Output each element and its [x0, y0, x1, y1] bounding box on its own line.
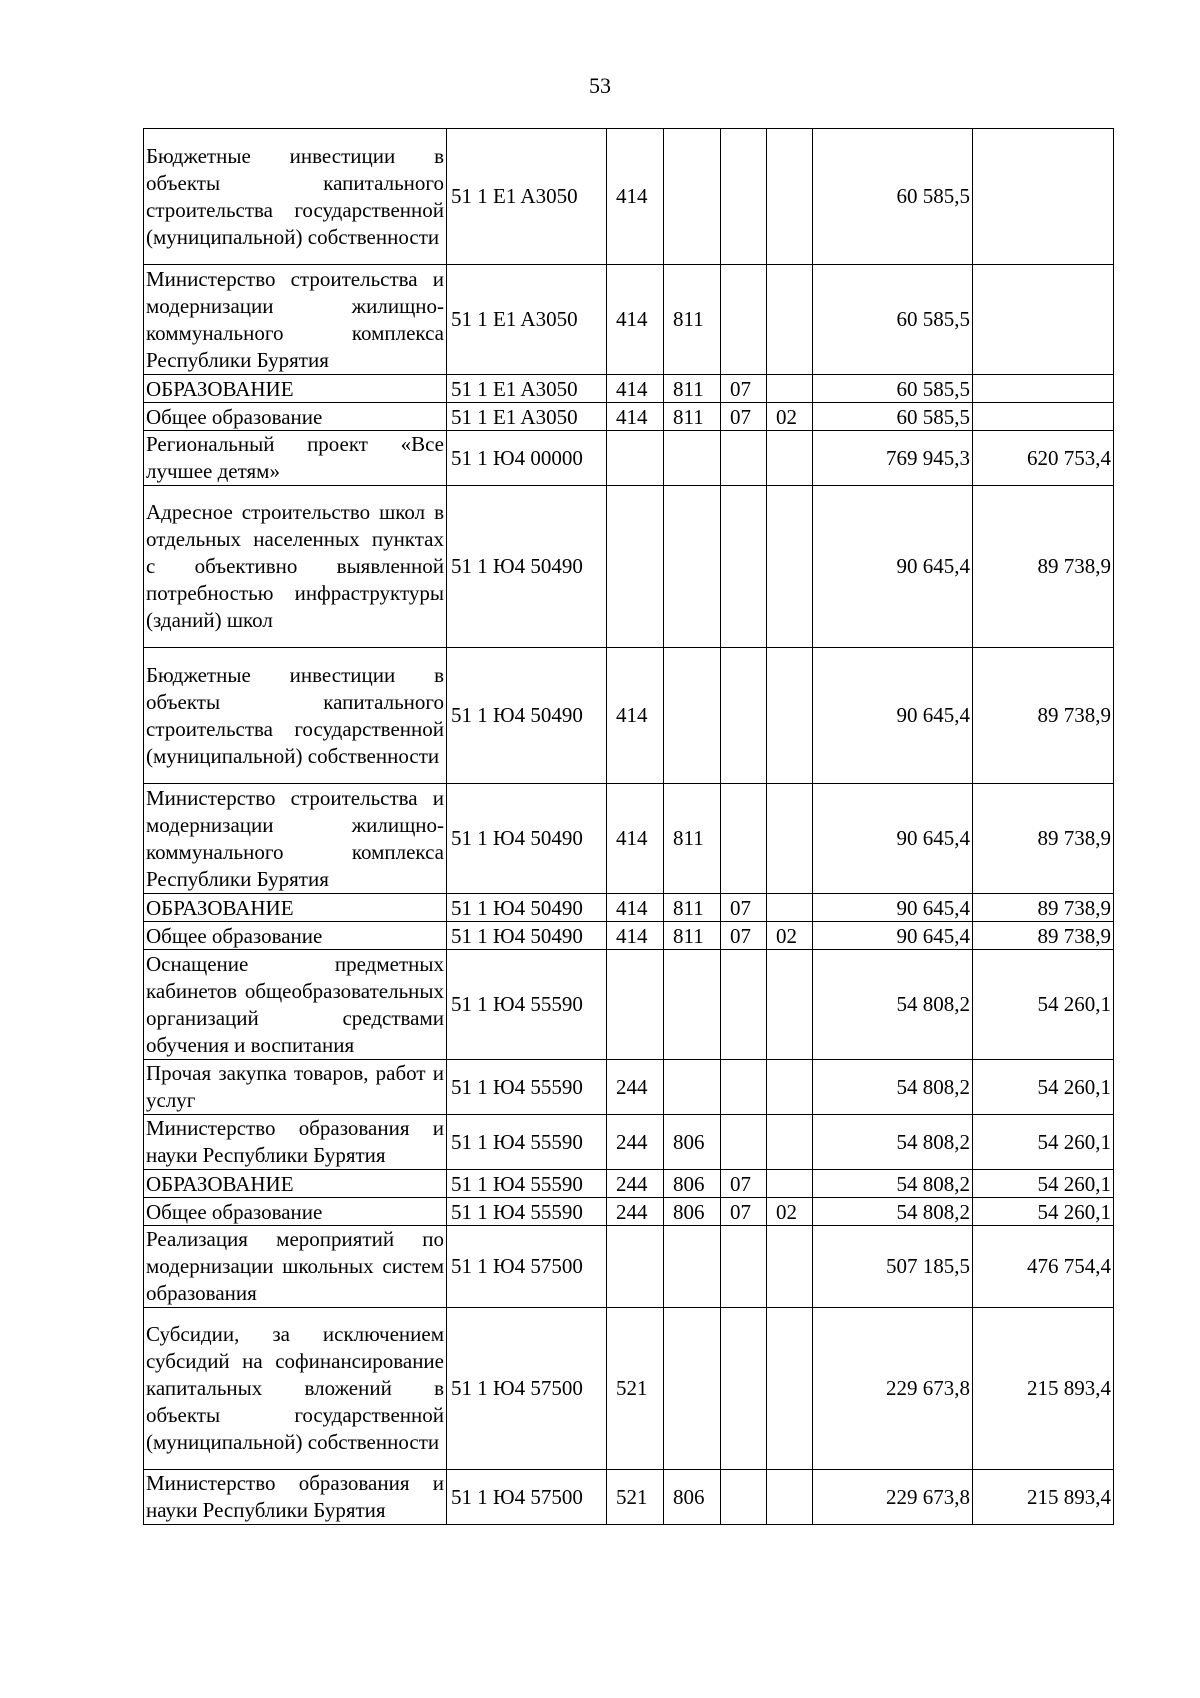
cell-amount-2: 89 738,9 [973, 648, 1114, 784]
table-row [144, 1198, 1114, 1226]
table-row [144, 1170, 1114, 1198]
table-row [144, 950, 1114, 1060]
cell-pr [767, 1170, 813, 1198]
cell-csr: 51 1 E1 A3050 [447, 375, 607, 403]
cell-grbs: 806 [664, 1115, 721, 1170]
cell-amount-2: 215 893,4 [973, 1470, 1114, 1525]
cell-pr [767, 265, 813, 375]
cell-name: ОБРАЗОВАНИЕ [144, 375, 447, 403]
cell-name: Прочая закупка товаров, работ и услуг [144, 1060, 447, 1115]
cell-rz [721, 648, 767, 784]
cell-csr: 51 1 Ю4 57500 [447, 1308, 607, 1470]
cell-amount-1: 229 673,8 [813, 1308, 973, 1470]
cell-vr: 414 [607, 375, 664, 403]
cell-grbs [664, 950, 721, 1060]
cell-rz: 07 [721, 375, 767, 403]
cell-rz: 07 [721, 922, 767, 950]
cell-rz [721, 1115, 767, 1170]
cell-rz: 07 [721, 894, 767, 922]
cell-vr: 414 [607, 784, 664, 894]
cell-vr [607, 486, 664, 648]
cell-rz [721, 1308, 767, 1470]
cell-grbs: 811 [664, 265, 721, 375]
cell-rz: 07 [721, 1198, 767, 1226]
cell-amount-1: 60 585,5 [813, 375, 973, 403]
cell-amount-2 [973, 375, 1114, 403]
cell-vr: 244 [607, 1170, 664, 1198]
cell-rz [721, 784, 767, 894]
cell-amount-2: 620 753,4 [973, 431, 1114, 486]
cell-amount-1: 229 673,8 [813, 1470, 973, 1525]
cell-amount-2: 54 260,1 [973, 1060, 1114, 1115]
cell-amount-2 [973, 403, 1114, 431]
cell-pr: 02 [767, 1198, 813, 1226]
cell-name: Министерство строительства и модернизации жилищно-коммунального комплекса Республики Бурятия [144, 265, 447, 375]
cell-rz [721, 1470, 767, 1525]
table-row [144, 431, 1114, 486]
cell-grbs [664, 1226, 721, 1308]
table-row [144, 1060, 1114, 1115]
cell-amount-1: 507 185,5 [813, 1226, 973, 1308]
cell-name: Министерство строительства и модернизации жилищно-коммунального комплекса Республики Бурятия [144, 784, 447, 894]
cell-rz [721, 265, 767, 375]
cell-pr [767, 486, 813, 648]
cell-name: ОБРАЗОВАНИЕ [144, 1170, 447, 1198]
cell-amount-2: 54 260,1 [973, 950, 1114, 1060]
cell-rz [721, 1226, 767, 1308]
cell-csr: 51 1 Ю4 55590 [447, 1198, 607, 1226]
cell-amount-1: 54 808,2 [813, 950, 973, 1060]
cell-amount-2: 54 260,1 [973, 1115, 1114, 1170]
table-row [144, 894, 1114, 922]
cell-amount-1: 90 645,4 [813, 784, 973, 894]
cell-grbs [664, 486, 721, 648]
cell-pr [767, 1226, 813, 1308]
cell-csr: 51 1 Ю4 55590 [447, 1115, 607, 1170]
cell-vr: 244 [607, 1198, 664, 1226]
cell-name: Региональный проект «Все лучшее детям» [144, 431, 447, 486]
cell-csr: 51 1 E1 A3050 [447, 129, 607, 265]
cell-rz: 07 [721, 403, 767, 431]
table-row [144, 486, 1114, 648]
cell-name: ОБРАЗОВАНИЕ [144, 894, 447, 922]
cell-amount-2: 215 893,4 [973, 1308, 1114, 1470]
cell-vr: 414 [607, 894, 664, 922]
cell-csr: 51 1 Ю4 50490 [447, 784, 607, 894]
cell-amount-1: 60 585,5 [813, 129, 973, 265]
cell-rz [721, 486, 767, 648]
cell-vr: 414 [607, 403, 664, 431]
cell-vr: 521 [607, 1308, 664, 1470]
cell-amount-1: 54 808,2 [813, 1170, 973, 1198]
cell-vr: 521 [607, 1470, 664, 1525]
table-row [144, 1308, 1114, 1470]
cell-grbs: 806 [664, 1170, 721, 1198]
page-number: 53 [589, 73, 611, 98]
table-row [144, 1115, 1114, 1170]
cell-pr [767, 1470, 813, 1525]
cell-name: Общее образование [144, 403, 447, 431]
cell-amount-2: 54 260,1 [973, 1198, 1114, 1226]
cell-vr: 414 [607, 922, 664, 950]
cell-grbs: 811 [664, 922, 721, 950]
cell-rz [721, 950, 767, 1060]
cell-pr [767, 648, 813, 784]
cell-amount-1: 90 645,4 [813, 894, 973, 922]
cell-rz [721, 1060, 767, 1115]
cell-csr: 51 1 Ю4 50490 [447, 648, 607, 784]
cell-amount-2 [973, 129, 1114, 265]
cell-pr: 02 [767, 403, 813, 431]
cell-csr: 51 1 Ю4 50490 [447, 894, 607, 922]
cell-amount-1: 54 808,2 [813, 1198, 973, 1226]
cell-amount-1: 90 645,4 [813, 648, 973, 784]
cell-name: Бюджетные инвестиции в объекты капитального строительства государственной (муниципальной) собственности [144, 648, 447, 784]
cell-amount-2: 476 754,4 [973, 1226, 1114, 1308]
cell-csr: 51 1 E1 A3050 [447, 265, 607, 375]
cell-pr [767, 129, 813, 265]
budget-table [143, 128, 1114, 1525]
cell-grbs: 811 [664, 894, 721, 922]
cell-pr [767, 1115, 813, 1170]
table-row [144, 265, 1114, 375]
cell-vr [607, 431, 664, 486]
cell-vr: 244 [607, 1060, 664, 1115]
cell-pr [767, 784, 813, 894]
cell-pr [767, 431, 813, 486]
cell-name: Субсидии, за исключением субсидий на софинансирование капитальных вложений в объекты государственной (муниципальной) собственности [144, 1308, 447, 1470]
table-row [144, 784, 1114, 894]
cell-grbs [664, 1308, 721, 1470]
cell-amount-1: 90 645,4 [813, 922, 973, 950]
cell-name: Общее образование [144, 922, 447, 950]
cell-rz [721, 129, 767, 265]
cell-amount-1: 60 585,5 [813, 403, 973, 431]
table-row [144, 375, 1114, 403]
cell-grbs: 811 [664, 375, 721, 403]
cell-csr: 51 1 Ю4 00000 [447, 431, 607, 486]
cell-csr: 51 1 Ю4 50490 [447, 922, 607, 950]
cell-name: Министерство образования и науки Республики Бурятия [144, 1115, 447, 1170]
cell-pr [767, 1060, 813, 1115]
table-row [144, 648, 1114, 784]
cell-amount-1: 769 945,3 [813, 431, 973, 486]
cell-grbs [664, 1060, 721, 1115]
table-row [144, 403, 1114, 431]
cell-grbs [664, 129, 721, 265]
cell-pr [767, 375, 813, 403]
cell-rz: 07 [721, 1170, 767, 1198]
cell-pr [767, 950, 813, 1060]
cell-grbs [664, 648, 721, 784]
cell-name: Реализация мероприятий по модернизации школьных систем образования [144, 1226, 447, 1308]
cell-vr [607, 950, 664, 1060]
cell-csr: 51 1 E1 A3050 [447, 403, 607, 431]
cell-vr: 414 [607, 648, 664, 784]
cell-name: Бюджетные инвестиции в объекты капитального строительства государственной (муниципальной) собственности [144, 129, 447, 265]
cell-rz [721, 431, 767, 486]
cell-amount-2: 89 738,9 [973, 922, 1114, 950]
cell-csr: 51 1 Ю4 55590 [447, 1170, 607, 1198]
cell-amount-1: 54 808,2 [813, 1060, 973, 1115]
table-row [144, 922, 1114, 950]
cell-csr: 51 1 Ю4 57500 [447, 1226, 607, 1308]
cell-grbs [664, 431, 721, 486]
cell-name: Адресное строительство школ в отдельных населенных пунктах с объективно выявленной потребностью инфраструктуры (зданий) школ [144, 486, 447, 648]
cell-grbs: 811 [664, 784, 721, 894]
cell-csr: 51 1 Ю4 55590 [447, 1060, 607, 1115]
cell-grbs: 806 [664, 1470, 721, 1525]
cell-vr: 414 [607, 129, 664, 265]
cell-amount-2: 54 260,1 [973, 1170, 1114, 1198]
cell-name: Общее образование [144, 1198, 447, 1226]
cell-amount-1: 60 585,5 [813, 265, 973, 375]
cell-amount-2: 89 738,9 [973, 486, 1114, 648]
cell-grbs: 806 [664, 1198, 721, 1226]
cell-name: Оснащение предметных кабинетов общеобразовательных организаций средствами обучения и воспитания [144, 950, 447, 1060]
cell-amount-1: 54 808,2 [813, 1115, 973, 1170]
cell-csr: 51 1 Ю4 50490 [447, 486, 607, 648]
cell-csr: 51 1 Ю4 57500 [447, 1470, 607, 1525]
table-row [144, 129, 1114, 265]
cell-name: Министерство образования и науки Республики Бурятия [144, 1470, 447, 1525]
cell-amount-2: 89 738,9 [973, 784, 1114, 894]
cell-csr: 51 1 Ю4 55590 [447, 950, 607, 1060]
cell-pr: 02 [767, 922, 813, 950]
cell-vr: 244 [607, 1115, 664, 1170]
cell-pr [767, 894, 813, 922]
cell-grbs: 811 [664, 403, 721, 431]
table-row [144, 1470, 1114, 1525]
cell-amount-1: 90 645,4 [813, 486, 973, 648]
cell-pr [767, 1308, 813, 1470]
cell-amount-2 [973, 265, 1114, 375]
cell-vr [607, 1226, 664, 1308]
table-row [144, 1226, 1114, 1308]
cell-vr: 414 [607, 265, 664, 375]
cell-amount-2: 89 738,9 [973, 894, 1114, 922]
